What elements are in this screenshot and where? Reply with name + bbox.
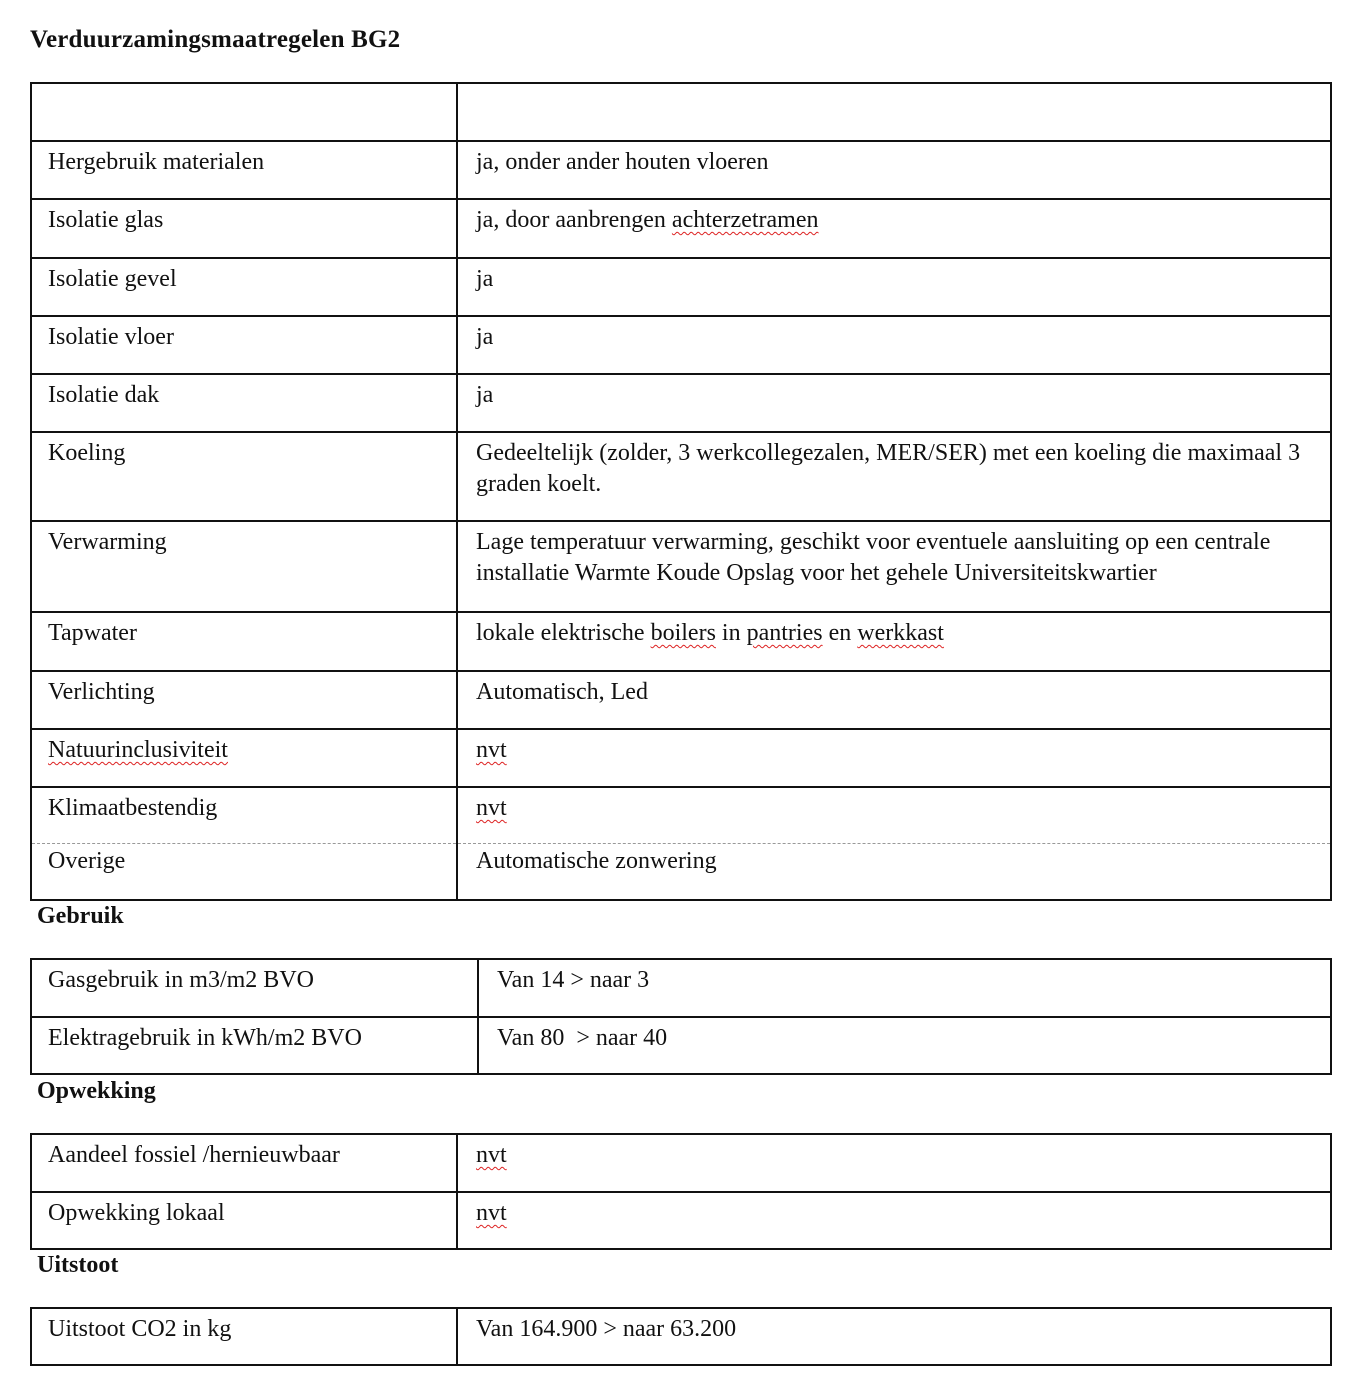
spellcheck-word: werkkast (857, 620, 944, 646)
generation-label: Opwekking lokaal (31, 1192, 457, 1249)
table-row (31, 787, 1331, 843)
usage-value: Van 80 > naar 40 (478, 1017, 1331, 1074)
generation-value (457, 1134, 1331, 1192)
measure-value: Automatische zonwering (457, 843, 1331, 900)
table-row (31, 521, 1331, 612)
header-cell (457, 83, 1331, 141)
table-row (31, 258, 1331, 316)
measure-label: Hergebruik materialen (31, 141, 457, 199)
measure-value (457, 612, 1331, 671)
measure-value: ja (457, 374, 1331, 432)
section-heading-uitstoot: Uitstoot (37, 1252, 119, 1278)
measure-label: Overige (31, 843, 457, 900)
table-row (31, 432, 1331, 521)
text-segment: lokale elektrische (476, 620, 651, 646)
measure-value (457, 729, 1331, 787)
text-segment: ja, door aanbrengen (476, 207, 672, 233)
measure-label: Klimaatbestendig (31, 787, 457, 843)
table-row (31, 671, 1331, 729)
table-row (31, 316, 1331, 374)
measure-value: ja (457, 258, 1331, 316)
measure-value: Lage temperatuur verwarming, geschikt voor eventuele aansluiting op een centrale installatie Warmte Koude Opslag voor het gehele Universiteitskwartier (457, 521, 1331, 612)
measure-value: Gedeeltelijk (zolder, 3 werkcollegezalen, MER/SER) met een koeling die maximaal 3 graden koelt. (457, 432, 1331, 521)
measure-label: Isolatie dak (31, 374, 457, 432)
spellcheck-word: nvt (476, 1142, 507, 1168)
table-row (31, 959, 1331, 1017)
table-row (31, 141, 1331, 199)
spellcheck-word: pantries (746, 620, 823, 646)
measure-label: Tapwater (31, 612, 457, 671)
measure-label: Verwarming (31, 521, 457, 612)
generation-value (457, 1192, 1331, 1249)
measures-table (30, 82, 1332, 901)
table-row (31, 1308, 1331, 1365)
measure-label (31, 729, 457, 787)
measure-value (457, 787, 1331, 843)
measure-label: Verlichting (31, 671, 457, 729)
table-row (31, 843, 1331, 900)
measure-label: Isolatie glas (31, 199, 457, 258)
table-row (31, 1192, 1331, 1249)
header-cell (31, 83, 457, 141)
emission-label: Uitstoot CO2 in kg (31, 1308, 457, 1365)
measure-value: ja, onder ander houten vloeren (457, 141, 1331, 199)
section-heading-gebruik: Gebruik (37, 903, 124, 929)
spellcheck-word: achterzetramen (671, 207, 819, 233)
text-segment: in (715, 620, 747, 646)
usage-label: Gasgebruik in m3/m2 BVO (31, 959, 478, 1017)
usage-label: Elektragebruik in kWh/m2 BVO (31, 1017, 478, 1074)
opwekking-table (30, 1133, 1332, 1250)
measure-value: ja (457, 316, 1331, 374)
table-row (31, 374, 1331, 432)
measure-value: Automatisch, Led (457, 671, 1331, 729)
spellcheck-word: nvt (476, 795, 507, 821)
uitstoot-table (30, 1307, 1332, 1366)
usage-value: Van 14 > naar 3 (478, 959, 1331, 1017)
measure-label: Isolatie gevel (31, 258, 457, 316)
measure-label: Isolatie vloer (31, 316, 457, 374)
gebruik-table (30, 958, 1332, 1075)
document-title: Verduurzamingsmaatregelen BG2 (30, 26, 401, 53)
table-row (31, 1134, 1331, 1192)
spellcheck-word: nvt (476, 737, 507, 763)
spellcheck-word: nvt (476, 1200, 507, 1226)
section-heading-opwekking: Opwekking (37, 1078, 156, 1104)
table-header-row (31, 83, 1331, 141)
generation-label: Aandeel fossiel /hernieuwbaar (31, 1134, 457, 1192)
table-row (31, 612, 1331, 671)
emission-value: Van 164.900 > naar 63.200 (457, 1308, 1331, 1365)
spellcheck-word: boilers (650, 620, 716, 646)
measure-label: Koeling (31, 432, 457, 521)
table-row (31, 199, 1331, 258)
table-row (31, 1017, 1331, 1074)
text-segment: en (822, 620, 858, 646)
measure-value (457, 199, 1331, 258)
table-row (31, 729, 1331, 787)
spellcheck-word: Natuurinclusiviteit (48, 737, 228, 763)
